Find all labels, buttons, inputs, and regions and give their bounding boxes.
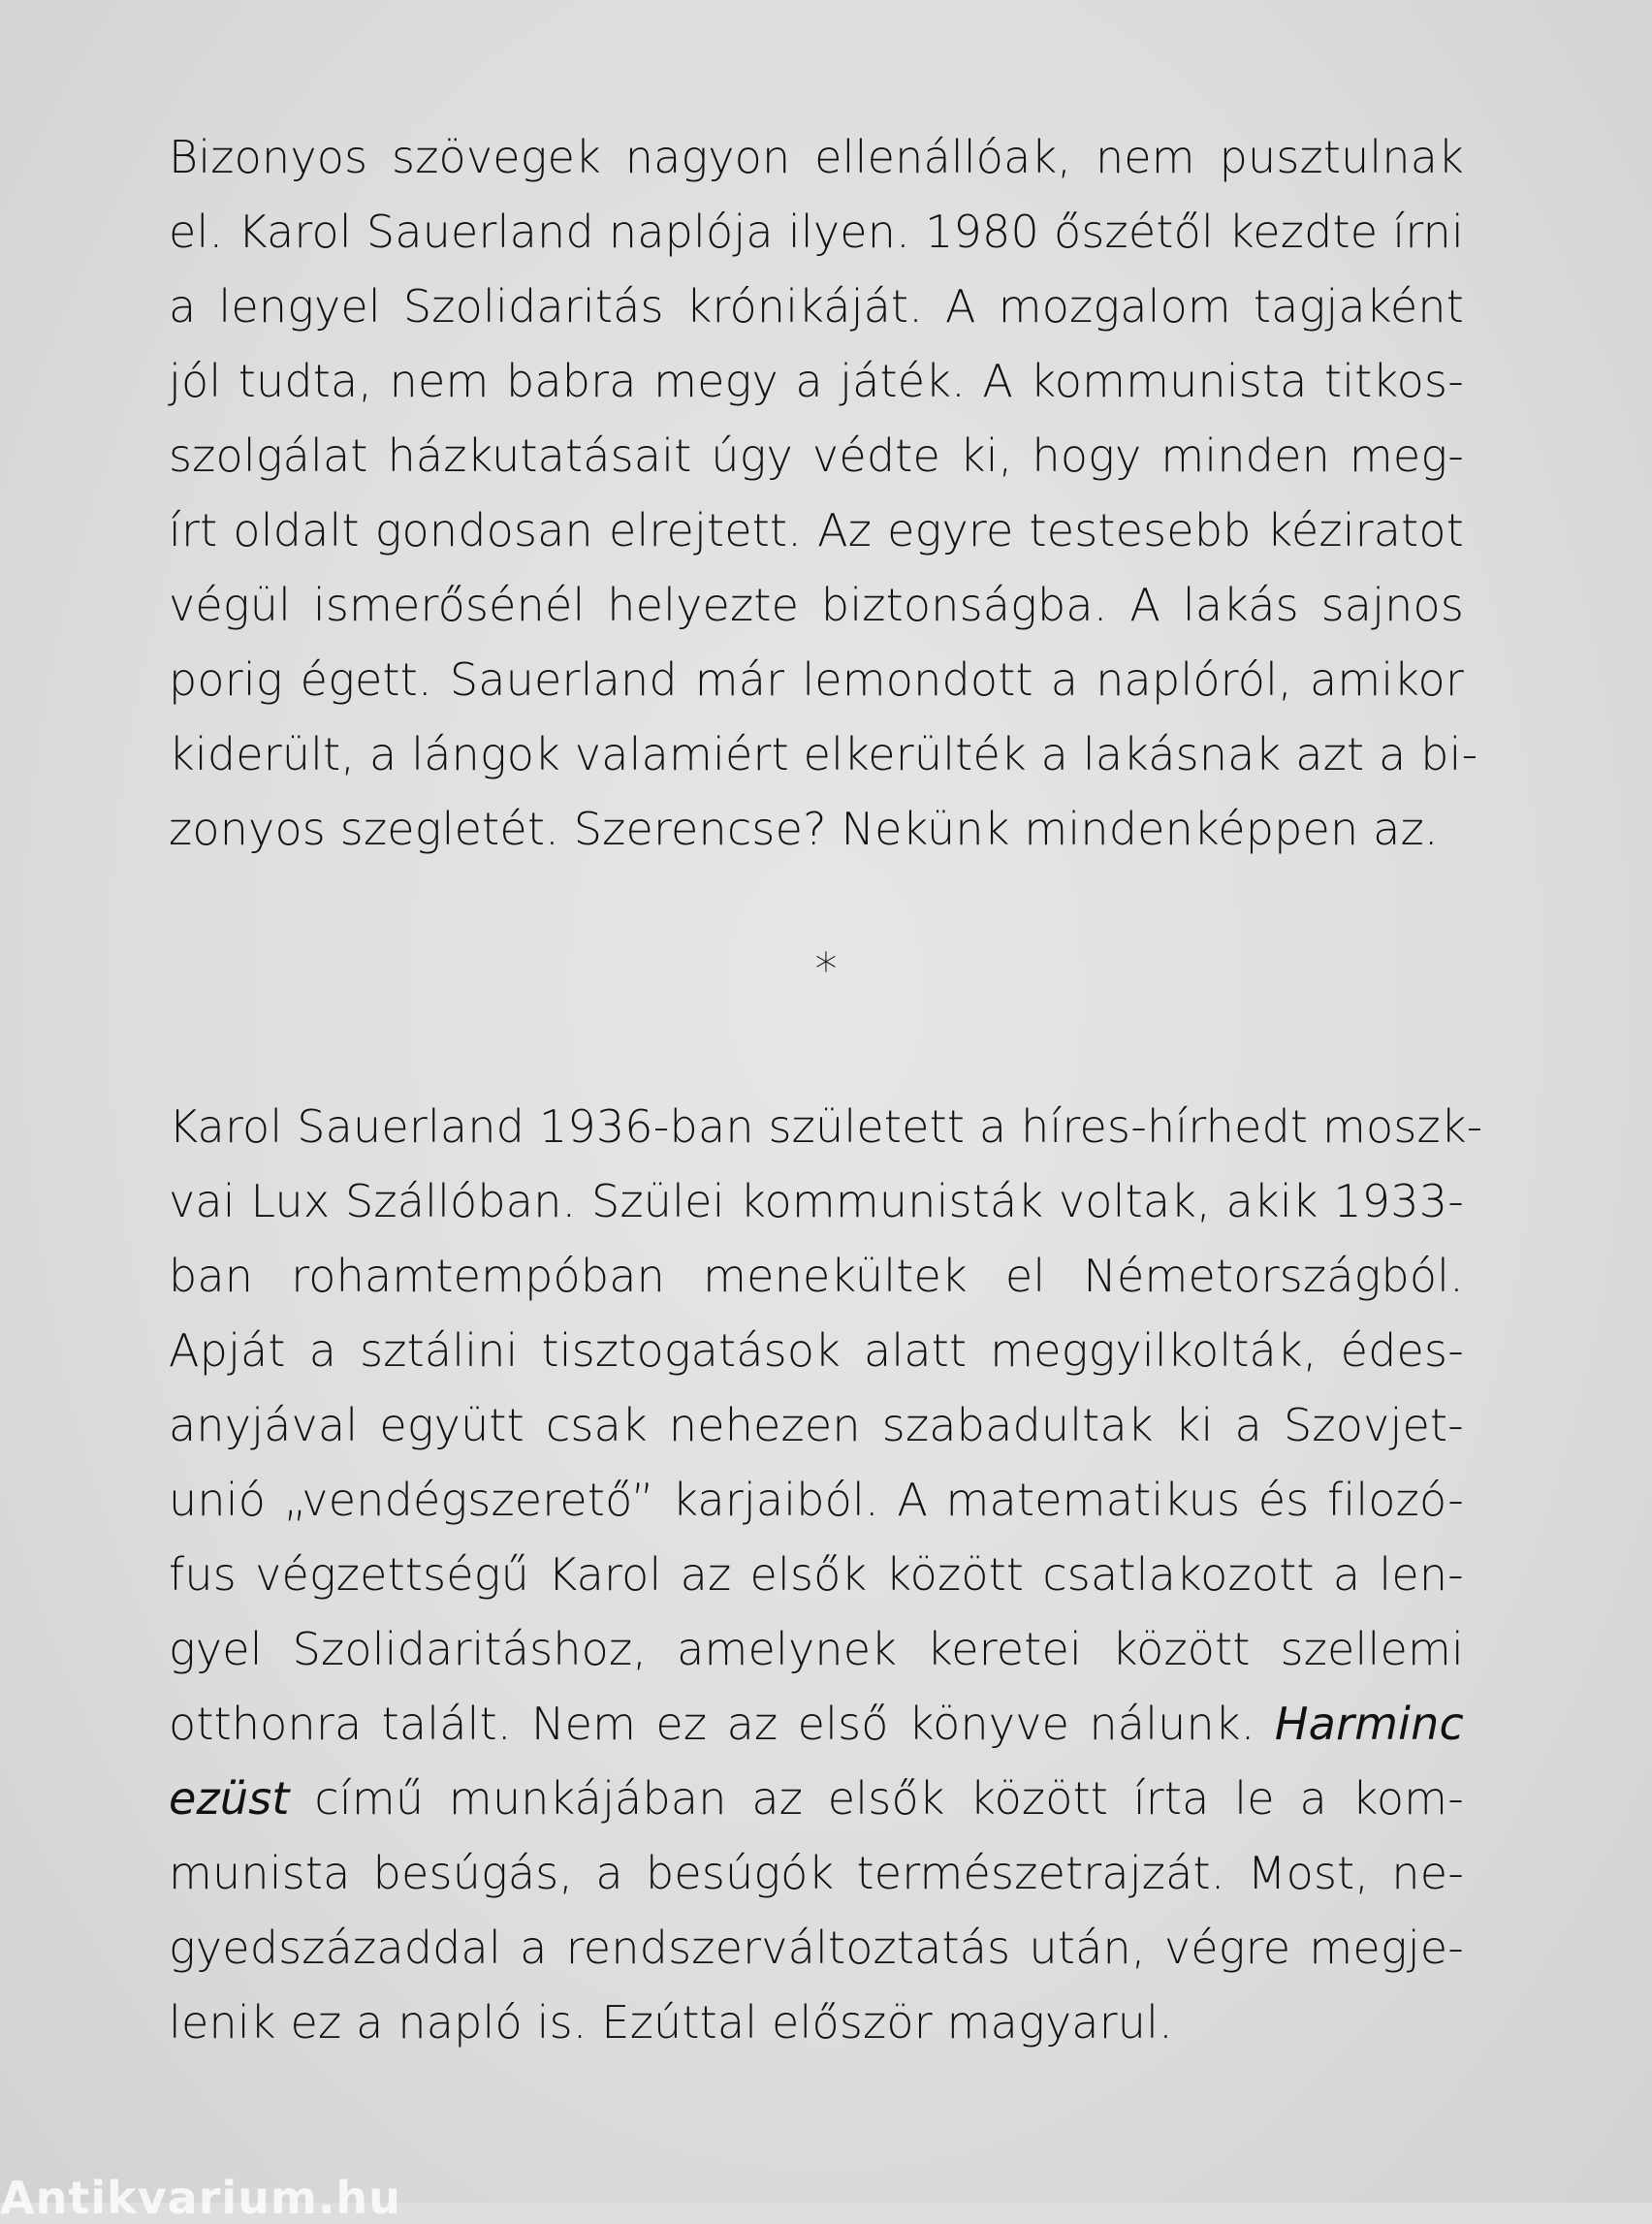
text-line: kiderült, a lángok valamiért elkerülték a lakásnak azt a bi- [169,728,1478,780]
text-line-with-title [169,1687,1464,1762]
text-line: írt oldalt gondosan elrejtett. Az egyre testesebb kéziratot [169,504,1464,556]
text-line: gyedszázaddal a rendszerváltoztatás után, végre megje- [169,1922,1464,1974]
text-line-with-title [169,1762,1464,1836]
paragraph-2 [169,1090,1483,2060]
text-line: jól tudta, nem babra megy a játék. A kommunista titkos- [169,355,1464,407]
section-separator: * [814,943,838,996]
paragraph-1 [169,120,1478,867]
watermark: Antikvarium.hu [0,2172,401,2224]
text-segment: otthonra talált. Nem ez az első könyve nálunk. [169,1698,1255,1750]
text-line: Bizonyos szövegek nagyon ellenállóak, nem pusztulnak [169,131,1464,183]
text-line: a lengyel Szolidaritás krónikáját. A mozgalom tagjaként [169,280,1464,333]
text-line: ban rohamtempóban menekültek el Németországból. [169,1250,1464,1302]
text-line: anyjával együtt csak nehezen szabadultak ki a Szovjet- [169,1399,1464,1451]
text-line: végül ismerősénél helyezte biztonságba. A lakás sajnos [169,579,1464,631]
text-line: munista besúgás, a besúgók természetrajzát. Most, ne- [169,1847,1464,1899]
text-line: unió „vendégszerető” karjaiból. A matematikus és filozó- [169,1474,1464,1526]
book-title-part-1: Harminc [1274,1698,1464,1750]
text-line: el. Karol Sauerland naplója ilyen. 1980 őszétől kezdte írni [169,206,1464,258]
text-line: gyel Szolidaritáshoz, amelynek keretei között szellemi [169,1623,1464,1675]
text-line: porig égett. Sauerland már lemondott a naplóról, amikor [169,653,1464,706]
text-line: Apját a sztálini tisztogatások alatt meggyilkolták, édes- [169,1324,1464,1377]
text-line: Karol Sauerland 1936-ban született a híres-hírhedt moszk- [169,1100,1483,1153]
text-segment: című munkájában az elsők között írta le a kom- [289,1772,1464,1825]
book-title-part-2: ezüst [169,1772,290,1825]
text-line: fus végzettségű Karol az elsők között csatlakozott a len- [169,1548,1464,1601]
text-line: vai Lux Szállóban. Szülei kommunisták voltak, akik 1933- [169,1175,1464,1227]
text-line: zonyos szegletét. Szerencse? Nekünk mindenképpen az. [169,803,1439,855]
text-line: szolgálat házkutatásait úgy védte ki, hogy minden meg- [169,429,1464,482]
text-line: lenik ez a napló is. Ezúttal először magyarul. [169,1996,1173,2049]
